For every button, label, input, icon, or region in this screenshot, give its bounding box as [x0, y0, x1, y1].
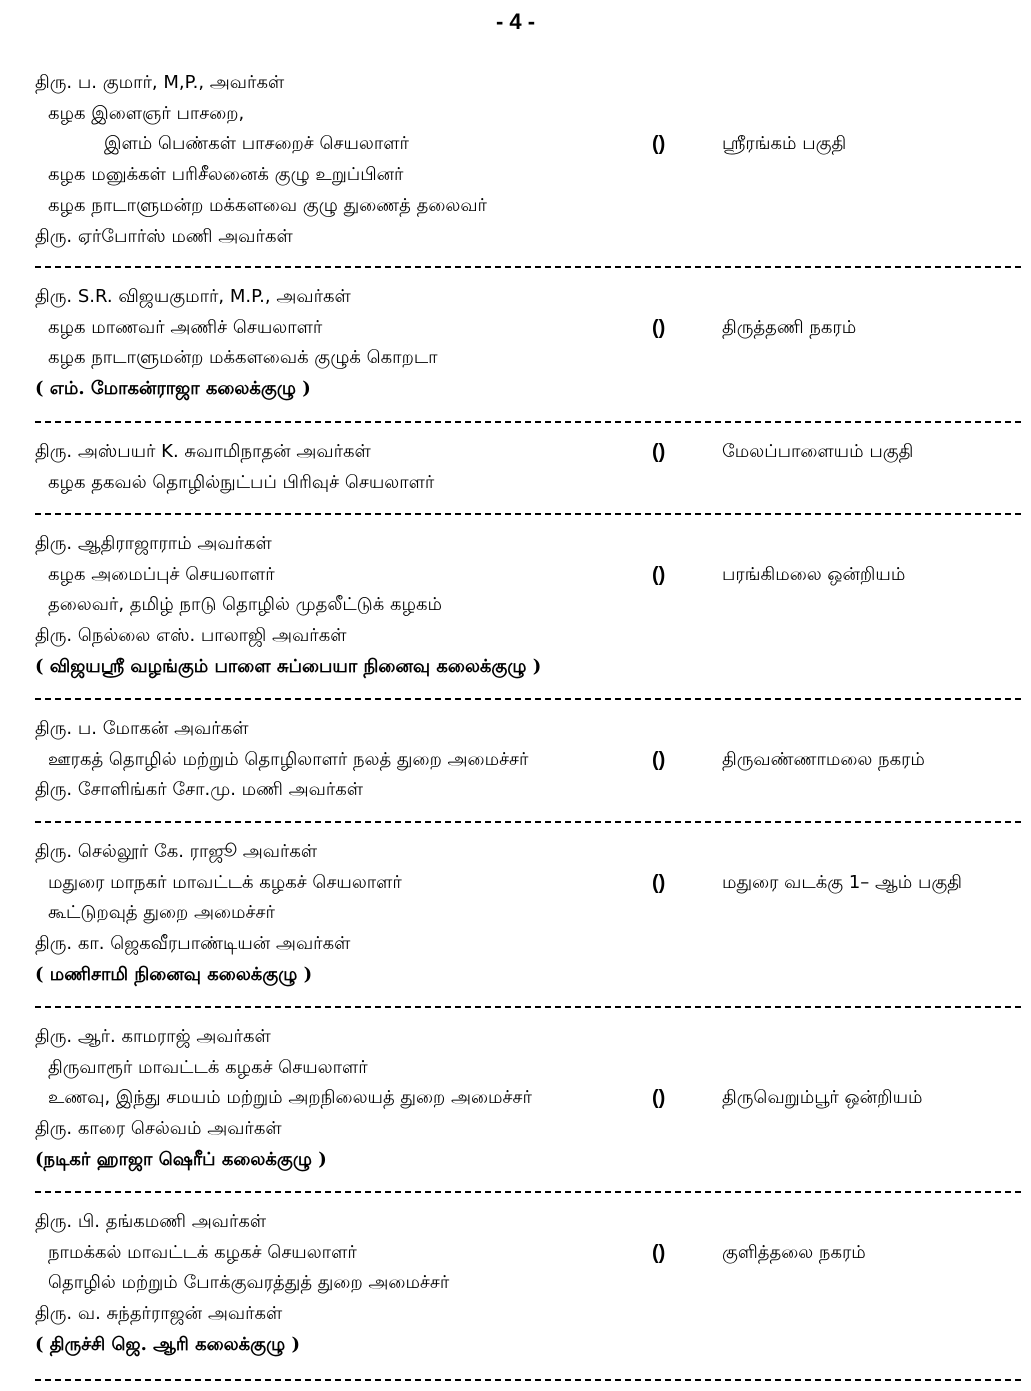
committee-line: ( திருச்சி ஜெ. ஆரி கலைக்குழு ): [35, 1334, 300, 1355]
separator-mark: (): [652, 1242, 666, 1264]
person-line: திரு. ஏர்போர்ஸ் மணி அவர்கள்: [35, 226, 293, 247]
place-name: திருவண்ணாமலை நகரம்: [722, 749, 925, 770]
separator-mark: (): [652, 564, 666, 586]
dashed-divider: [35, 266, 1021, 268]
place-name: திருவெறும்பூர் ஒன்றியம்: [722, 1087, 923, 1108]
designation-line: கூட்டுறவுத் துறை அமைச்சர்: [48, 902, 275, 923]
person-line: திரு. காரை செல்வம் அவர்கள்: [35, 1118, 282, 1139]
designation-line: கழக மாணவர் அணிச் செயலாளர்: [48, 317, 323, 338]
designation-line: ஊரகத் தொழில் மற்றும் தொழிலாளர் நலத் துறை அமைச்சர்: [48, 749, 529, 770]
place-name: மேலப்பாளையம் பகுதி: [722, 441, 914, 462]
page-number: - 4 -: [495, 9, 536, 34]
person-line: திரு. வ. சுந்தர்ராஜன் அவர்கள்: [35, 1303, 283, 1324]
designation-line: இளம் பெண்கள் பாசறைச் செயலாளர்: [104, 133, 409, 154]
designation-line: தொழில் மற்றும் போக்குவரத்துத் துறை அமைச்சர்: [48, 1272, 450, 1293]
designation-line: உணவு, இந்து சமயம் மற்றும் அறநிலையத் துறை அமைச்சர்: [48, 1087, 532, 1108]
dashed-divider: [35, 1191, 1021, 1193]
dashed-divider: [35, 1379, 1021, 1381]
dashed-divider: [35, 698, 1021, 700]
dashed-divider: [35, 1006, 1021, 1008]
place-name: குளித்தலை நகரம்: [722, 1242, 866, 1263]
separator-mark: (): [652, 133, 666, 155]
person-line: திரு. பி. தங்கமணி அவர்கள்: [35, 1211, 267, 1232]
designation-line: கழக மனுக்கள் பரிசீலனைக் குழு உறுப்பினர்: [48, 164, 404, 185]
designation-line: கழக நாடாளுமன்ற மக்களவை குழு துணைத் தலைவர்: [48, 195, 487, 216]
committee-line: ( விஜயஸ்ரீ வழங்கும் பாளை சுப்பையா நினைவு கலைக்குழு ): [35, 656, 542, 677]
designation-line: மதுரை மாநகர் மாவட்டக் கழகச் செயலாளர்: [48, 872, 402, 893]
separator-mark: (): [652, 872, 666, 894]
person-line: திரு. ப. மோகன் அவர்கள்: [35, 718, 249, 739]
dashed-divider: [35, 513, 1021, 515]
person-line: திரு. கா. ஜெகவீரபாண்டியன் அவர்கள்: [35, 933, 351, 954]
committee-line: ( எம். மோகன்ராஜா கலைக்குழு ): [35, 378, 311, 399]
person-line: திரு. செல்லூர் கே. ராஜூ அவர்கள்: [35, 841, 318, 862]
designation-line: கழக அமைப்புச் செயலாளர்: [48, 564, 275, 585]
dashed-divider: [35, 421, 1021, 423]
committee-line: (நடிகர் ஹாஜா ஷெரீப் கலைக்குழு ): [35, 1149, 327, 1170]
designation-line: கழக தகவல் தொழில்நுட்பப் பிரிவுச் செயலாளர்: [48, 472, 435, 493]
designation-line: நாமக்கல் மாவட்டக் கழகச் செயலாளர்: [48, 1242, 357, 1263]
person-line: திரு. ஆதிராஜாராம் அவர்கள்: [35, 533, 272, 554]
dashed-divider: [35, 821, 1021, 823]
committee-line: ( மணிசாமி நினைவு கலைக்குழு ): [35, 964, 313, 985]
place-name: திருத்தணி நகரம்: [722, 317, 857, 338]
separator-mark: (): [652, 317, 666, 339]
place-name: மதுரை வடக்கு 1– ஆம் பகுதி: [722, 872, 963, 893]
person-line: திரு. சோளிங்கர் சோ.மு. மணி அவர்கள்: [35, 779, 363, 800]
separator-mark: (): [652, 749, 666, 771]
designation-line: திருவாரூர் மாவட்டக் கழகச் செயலாளர்: [48, 1057, 368, 1078]
person-line: திரு. நெல்லை எஸ். பாலாஜி அவர்கள்: [35, 625, 347, 646]
separator-mark: (): [652, 1087, 666, 1109]
person-line: திரு. அஸ்பயர் K. சுவாமிநாதன் அவர்கள்: [35, 441, 371, 462]
person-line: திரு. S.R. விஜயகுமார், M.P., அவர்கள்: [35, 286, 351, 307]
place-name: பரங்கிமலை ஒன்றியம்: [722, 564, 906, 585]
designation-line: கழக நாடாளுமன்ற மக்களவைக் குழுக் கொறடா: [48, 347, 438, 368]
designation-line: தலைவர், தமிழ் நாடு தொழில் முதலீட்டுக் கழகம்: [48, 594, 442, 615]
designation-line: கழக இளைஞர் பாசறை,: [48, 103, 245, 124]
person-line: திரு. ப. குமார், M,P., அவர்கள்: [35, 72, 285, 93]
separator-mark: (): [652, 441, 666, 463]
person-line: திரு. ஆர். காமராஜ் அவர்கள்: [35, 1026, 271, 1047]
place-name: ஸ்ரீரங்கம் பகுதி: [722, 133, 847, 154]
